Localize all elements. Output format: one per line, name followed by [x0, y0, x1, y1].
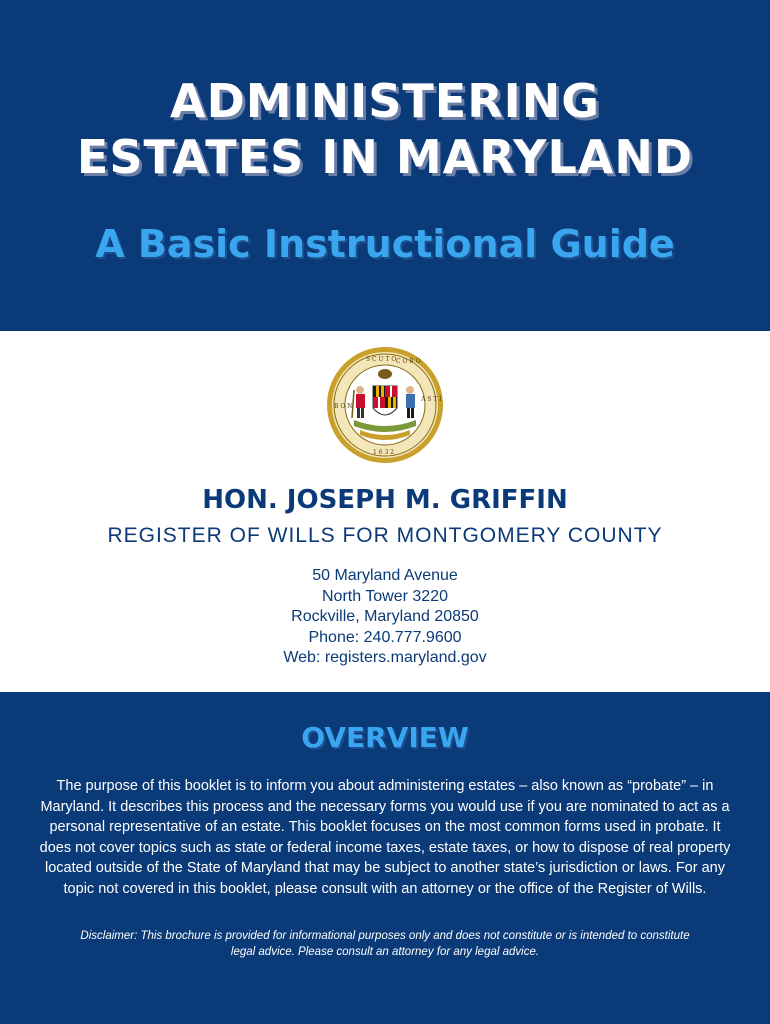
disclaimer-text: Disclaimer: This brochure is provided for informational purposes only and does not constitute or is intended to constitute legal advice. Please consult an attorney for any legal advice. [80, 930, 690, 958]
overview-heading: OVERVIEW [301, 721, 469, 754]
address-street: 50 Maryland Avenue [312, 567, 458, 584]
title-line-2: ESTATES IN MARYLAND [76, 130, 694, 184]
maryland-state-seal-icon [326, 346, 444, 464]
address-suite: North Tower 3220 [322, 587, 448, 605]
svg-text:B O N: B O N [334, 403, 353, 410]
official-role: REGISTER OF WILLS FOR MONTGOMERY COUNTY [107, 524, 663, 547]
website-link[interactable]: Web: registers.maryland.gov [283, 649, 487, 666]
official-name: HON. JOSEPH M. GRIFFIN [202, 485, 568, 515]
title-line-1: ADMINISTERING [169, 74, 600, 128]
overview-body: The purpose of this booklet is to inform you about administering estates – also known as “probate” – in Maryland. It describes this process and the necessary forms you would use if you are nominated to act as a personal representative of an estate. This booklet focuses on the most common forms used in probate. It does not cover topics such as state or federal income taxes, estate taxes, or how to dispose of real property located outside of the State of Maryland that may be subject to another state’s jurisdiction or laws. For any topic not covered in this booklet, please consult with an attorney or the office of the Register of Wills. [39, 778, 731, 897]
phone-number: Phone: 240.777.9600 [308, 628, 462, 646]
subtitle: A Basic Instructional Guide [95, 222, 675, 266]
svg-text:A S T I: A S T I [421, 396, 442, 403]
svg-text:1 6 3 2: 1 6 3 2 [373, 449, 394, 456]
svg-text:C O R O: C O R O [396, 358, 421, 365]
address-city: Rockville, Maryland 20850 [291, 608, 479, 625]
contact-block [0, 566, 770, 669]
svg-text:S C U T O: S C U T O [366, 356, 397, 363]
